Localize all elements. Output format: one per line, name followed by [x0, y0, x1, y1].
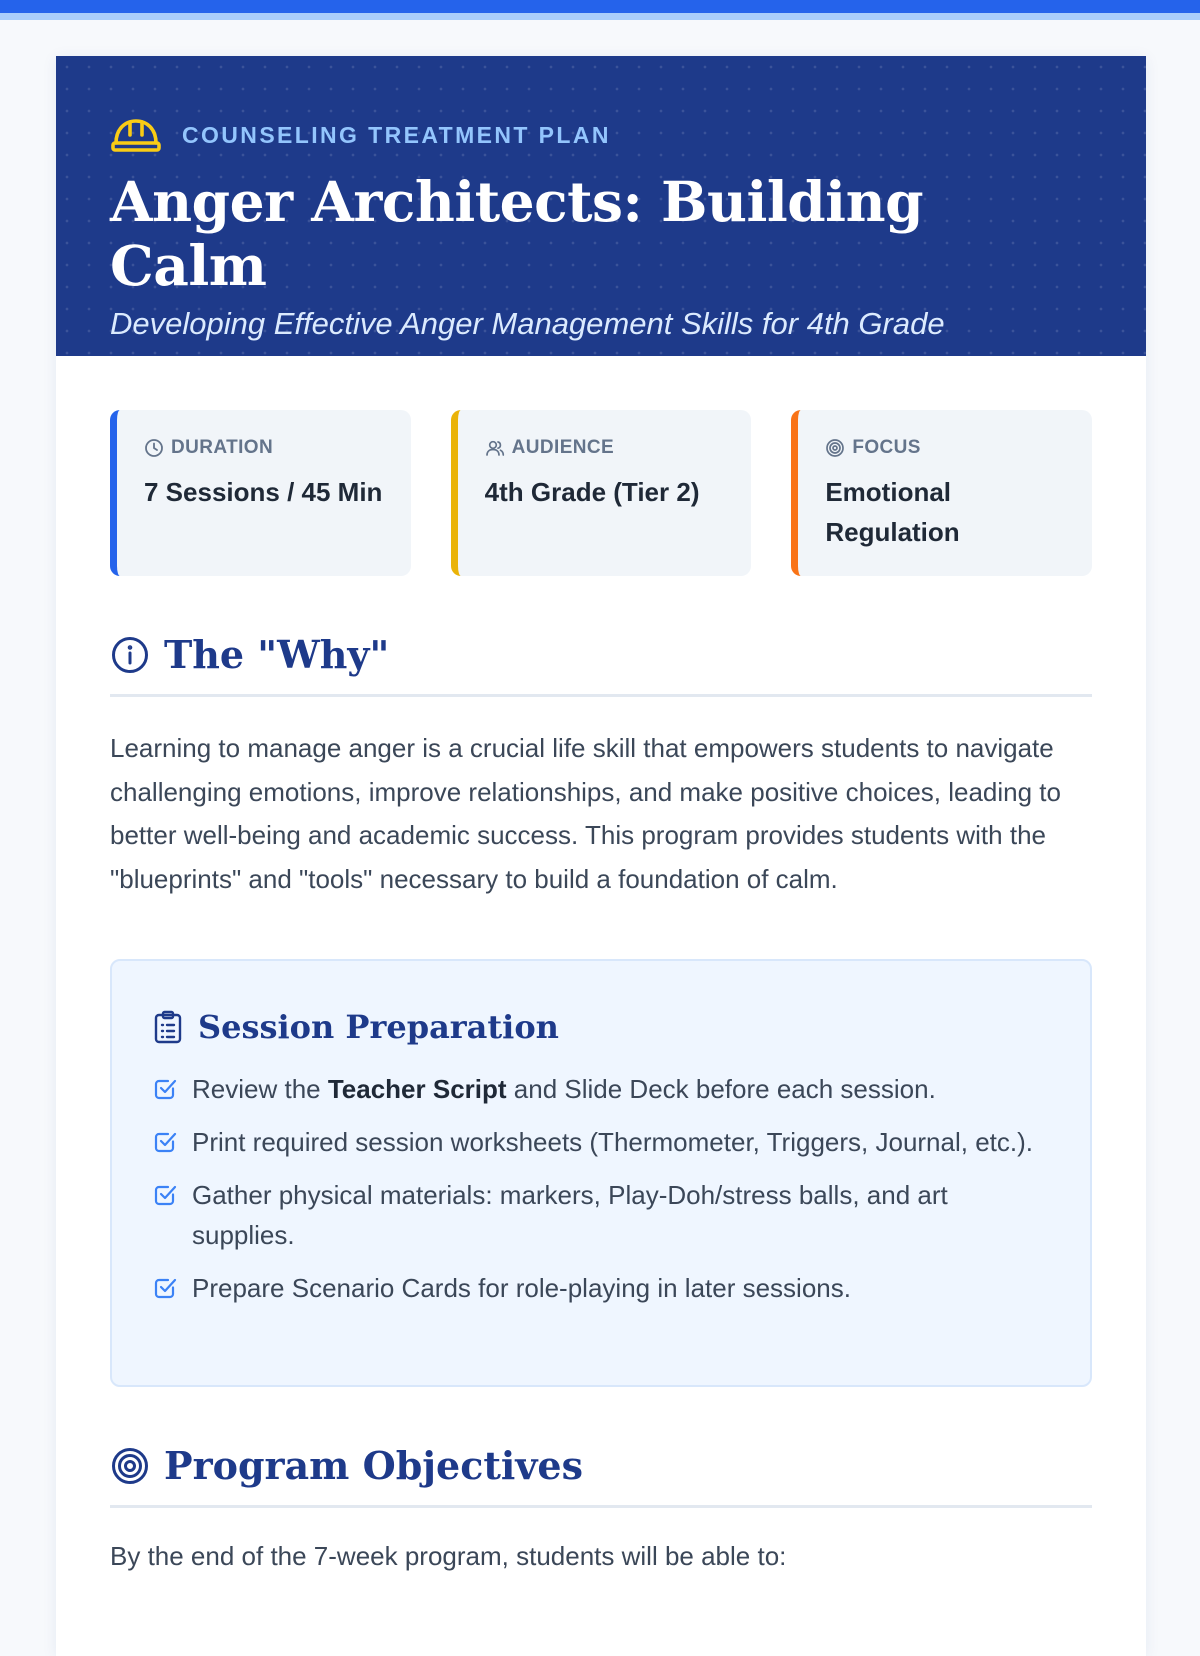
stat-value: Emotional Regulation — [825, 477, 960, 547]
prep-title: Session Preparation — [198, 1008, 559, 1046]
item-text: Gather physical materials: markers, Play-Doh/stress balls, and art supplies. — [192, 1180, 948, 1250]
section-heading — [110, 632, 1092, 697]
stat-card-duration — [110, 410, 411, 576]
info-icon — [110, 635, 150, 675]
stat-value: 7 Sessions / 45 Min — [144, 477, 383, 507]
page-title: Anger Architects: Building Calm — [110, 169, 924, 298]
stat-card-focus — [791, 410, 1092, 576]
why-section — [110, 632, 1092, 901]
document-kicker: COUNSELING TREATMENT PLAN — [182, 121, 611, 148]
stats-row — [110, 410, 1092, 576]
section-title: The "Why" — [164, 632, 390, 677]
hard-hat-icon — [110, 115, 162, 155]
prep-checklist — [152, 1069, 1050, 1308]
stat-card-audience — [451, 410, 752, 576]
checkbox-icon — [152, 1076, 178, 1102]
list-item — [152, 1268, 1050, 1308]
top-accent-bar — [0, 0, 1200, 13]
prep-heading — [152, 1005, 1050, 1049]
objectives-section — [110, 1443, 1092, 1576]
stat-label: DURATION — [171, 437, 274, 458]
checkbox-icon — [152, 1275, 178, 1301]
list-item — [152, 1122, 1050, 1162]
document-body — [56, 356, 1146, 1576]
stat-label: FOCUS — [852, 437, 921, 458]
clock-icon — [144, 438, 164, 458]
document-card — [56, 56, 1146, 1656]
kicker-row — [110, 114, 1092, 156]
session-preparation-box — [110, 959, 1092, 1387]
checkbox-icon — [152, 1129, 178, 1155]
item-bold-text: Teacher Script — [327, 1074, 507, 1104]
clipboard-icon — [152, 1010, 184, 1044]
item-text: Print required session worksheets (Thermometer, Triggers, Journal, etc.). — [192, 1127, 1033, 1157]
hero-header — [56, 56, 1146, 356]
users-icon — [485, 438, 505, 458]
page-subtitle: Developing Effective Anger Management Skills for 4th Grade — [110, 306, 945, 341]
bullseye-icon — [110, 1446, 150, 1486]
list-item — [152, 1069, 1050, 1109]
why-paragraph: Learning to manage anger is a crucial life skill that empowers students to navigate challenging emotions, improve relationships, and make positive choices, leading to better well-being and academic success. This program provides students with the "blueprints" and "tools" necessary to build a foundation of calm. — [110, 733, 1061, 894]
item-text: and Slide Deck before each session. — [506, 1074, 936, 1104]
list-item — [152, 1175, 1050, 1255]
stat-label: AUDIENCE — [511, 437, 615, 458]
stat-value: 4th Grade (Tier 2) — [484, 477, 700, 507]
checkbox-icon — [152, 1182, 178, 1208]
item-text: Review the — [192, 1074, 328, 1104]
section-heading — [110, 1443, 1092, 1508]
item-text: Prepare Scenario Cards for role-playing in later sessions. — [192, 1273, 851, 1303]
top-accent-bar-light — [0, 13, 1200, 20]
target-icon — [825, 438, 845, 458]
objectives-lead: By the end of the 7-week program, students will be able to: — [110, 1541, 787, 1571]
section-title: Program Objectives — [164, 1443, 583, 1488]
